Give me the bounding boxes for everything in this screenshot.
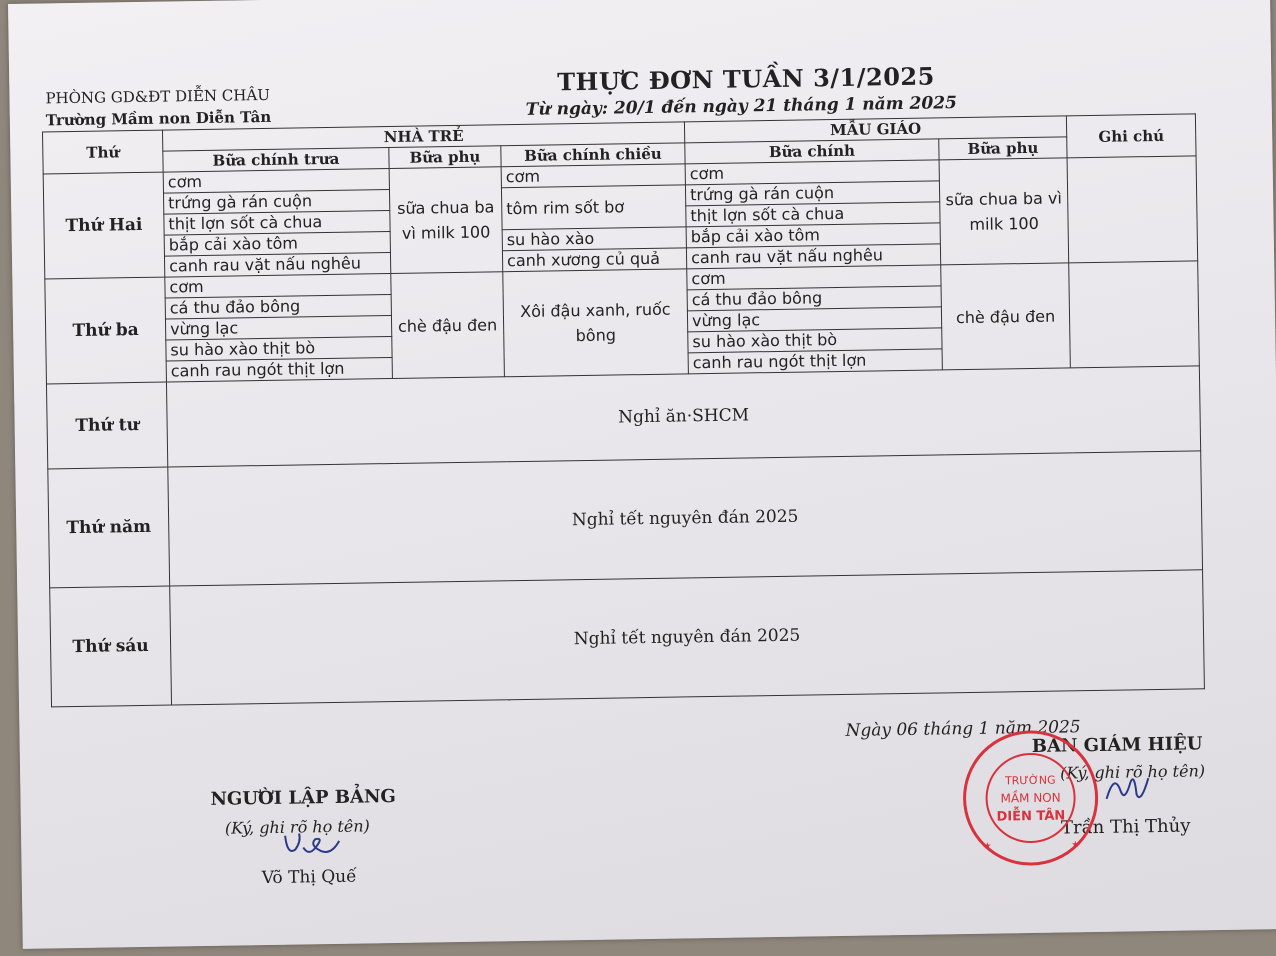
menu-document: [8, 0, 1276, 949]
list-item: cá thu đảo bông: [687, 286, 941, 311]
col-header-note: Ghi chú: [1066, 114, 1196, 158]
school-name: Trường Mầm non Diễn Tân: [45, 107, 272, 130]
list-item: canh rau ngót thịt lợn: [166, 358, 392, 383]
subheader-lunch: Bữa chính trưa: [163, 148, 389, 173]
department-name: PHÒNG GD&ĐT DIỄN CHÂU: [45, 85, 271, 108]
subheader-main: Bữa chính: [685, 139, 939, 164]
group-header-mau-giao: MẪU GIÁO: [684, 116, 1066, 143]
maker-name: Võ Thị Quế: [261, 866, 357, 889]
list-item: cơm: [165, 274, 391, 299]
list-item: thịt lợn sốt cà chua: [686, 202, 940, 227]
monday-note: [1067, 156, 1198, 263]
stamp-line-2: MẦM NON: [1000, 790, 1061, 806]
tuesday-note: [1069, 261, 1200, 368]
day-label-wednesday: Thứ tư: [46, 382, 167, 469]
list-item: vừng lạc: [165, 316, 391, 341]
list-item: cá thu đảo bông: [165, 295, 391, 320]
list-item: cơm: [163, 169, 389, 194]
tuesday-nt-afternoon: Xôi đậu xanh, ruốc bông: [503, 269, 689, 377]
subheader-snack: Bữa phụ: [389, 146, 501, 169]
col-header-day: Thứ: [43, 130, 164, 174]
thursday-text: Nghỉ tết nguyên đán 2025: [168, 451, 1203, 586]
list-item: bắp cải xào tôm: [686, 223, 940, 248]
monday-mg-snack: sữa chua ba vì milk 100: [939, 158, 1069, 265]
tuesday-nt-snack: chè đậu đen: [391, 272, 505, 379]
stamp-star-icon: ★: [983, 841, 992, 852]
list-item: cơm: [685, 160, 939, 185]
school-stamp: [960, 727, 1102, 869]
stamp-star-icon: ★: [1071, 840, 1080, 851]
document-title: THỰC ĐƠN TUẦN 3/1/2025: [557, 61, 936, 97]
list-item: canh rau vặt nấu nghêu: [686, 244, 940, 269]
subheader-afternoon: Bữa chính chiều: [501, 143, 685, 167]
group-header-nha-tre: NHÀ TRẺ: [162, 122, 684, 151]
maker-signature: [279, 827, 350, 864]
maker-title: NGƯỜI LẬP BẢNG: [210, 786, 396, 810]
list-item: trứng gà rán cuộn: [685, 181, 939, 206]
table-row: [50, 570, 1205, 707]
board-name: Trần Thị Thủy: [1060, 815, 1191, 839]
stamp-line-1: TRƯỜNG: [1004, 773, 1056, 788]
weekly-menu-table: [42, 113, 1205, 707]
list-item: canh rau ngót thịt lợn: [688, 349, 942, 374]
signing-date: Ngày 06 tháng 1 năm 2025: [845, 717, 1081, 741]
day-label-tuesday: Thứ ba: [45, 277, 167, 384]
friday-text: Nghỉ tết nguyên đán 2025: [170, 570, 1205, 705]
table-row: [48, 451, 1203, 588]
list-item: trứng gà rán cuộn: [163, 190, 389, 215]
list-item: cơm: [687, 265, 941, 290]
subheader-snack-mg: Bữa phụ: [939, 137, 1067, 160]
monday-nt-snack: sữa chua ba vì milk 100: [389, 167, 503, 274]
date-range: Từ ngày: 20/1 đến ngày 21 tháng 1 năm 2025: [525, 93, 958, 120]
board-title: BAN GIÁM HIỆU: [1031, 733, 1203, 758]
list-item: su hào xào thịt bò: [166, 337, 392, 362]
board-signature: [1100, 768, 1161, 809]
list-item: canh xương củ quả: [502, 248, 686, 272]
list-item: su hào xào thịt bò: [688, 328, 942, 353]
list-item: bắp cải xào tôm: [164, 232, 390, 257]
list-item: tôm rim sốt bơ: [501, 185, 686, 230]
list-item: thịt lợn sốt cà chua: [164, 211, 390, 236]
board-sign-note: (Ký, ghi rõ họ tên): [1060, 761, 1206, 783]
tuesday-mg-snack: chè đậu đen: [941, 263, 1071, 370]
stamp-line-3: DIỄN TÂN: [996, 808, 1066, 825]
day-label-thursday: Thứ năm: [48, 467, 170, 588]
maker-sign-note: (Ký, ghi rõ họ tên): [224, 816, 370, 838]
day-label-monday: Thứ Hai: [43, 172, 165, 279]
list-item: canh rau vặt nấu nghêu: [164, 253, 390, 278]
list-item: su hào xào: [502, 227, 686, 251]
list-item: cơm: [501, 164, 685, 188]
wednesday-text: Nghỉ ăn·SHCM: [166, 366, 1200, 467]
day-label-friday: Thứ sáu: [50, 586, 172, 707]
list-item: vừng lạc: [687, 307, 941, 332]
